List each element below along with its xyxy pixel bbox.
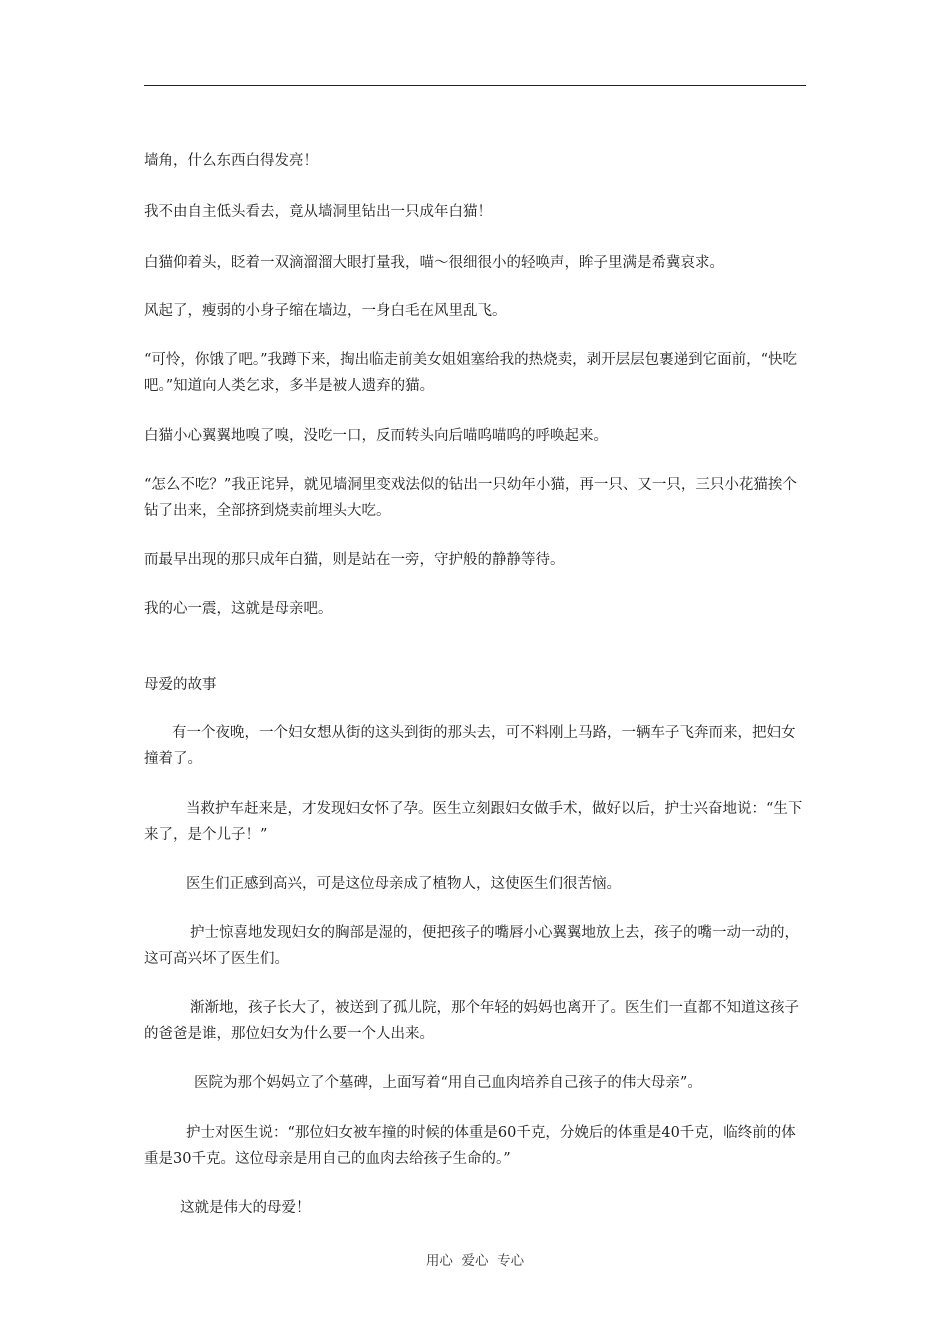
story-title: 母爱的故事 [144,677,217,693]
paragraph-1: 墙角，什么东西白得发亮！ [144,153,318,169]
story-paragraph-4: 护士惊喜地发现妇女的胸部是湿的，便把孩子的嘴唇小心翼翼地放上去，孩子的嘴一动一动的，这可高兴坏了医生们。 [144,925,799,967]
story-paragraph-8: 这就是伟大的母爱！ [180,1200,311,1216]
paragraph-8: 而最早出现的那只成年白猫，则是站在一旁，守护般的静静等待。 [144,552,565,568]
paragraph-5: “可怜，你饿了吧。”我蹲下来，掏出临走前美女姐姐塞给我的热烧卖，剥开层层包裹递到它面前，“快吃吧。”知道向人类乞求，多半是被人遗弃的猫。 [144,352,797,394]
header-rule [144,85,806,86]
paragraph-6: 白猫小心翼翼地嗅了嗅，没吃一口，反而转头向后喵呜喵呜的呼唤起来。 [144,428,608,444]
story-paragraph-6: 医院为那个妈妈立了个墓碑，上面写着“用自己血肉培养自己孩子的伟大母亲”。 [194,1075,702,1091]
story-paragraph-5: 渐渐地，孩子长大了，被送到了孤儿院，那个年轻的妈妈也离开了。医生们一直都不知道这孩子的爸爸是谁，那位妇女为什么要一个人出来。 [144,1000,799,1042]
story-paragraph-2: 当救护车赶来是，才发现妇女怀了孕。医生立刻跟妇女做手术，做好以后，护士兴奋地说：“生下来了，是个儿子！” [144,801,803,843]
paragraph-3: 白猫仰着头，眨着一双滴溜溜大眼打量我，喵～很细很小的轻唤声，眸子里满是希冀哀求。 [144,255,724,271]
paragraph-2: 我不由自主低头看去，竟从墙洞里钻出一只成年白猫！ [144,204,492,220]
paragraph-7: “怎么不吃？”我正诧异，就见墙洞里变戏法似的钻出一只幼年小猫，再一只、又一只，三只小花猫挨个钻了出来，全部挤到烧卖前埋头大吃。 [144,477,797,519]
story-paragraph-1: 有一个夜晚，一个妇女想从街的这头到街的那头去，可不料刚上马路，一辆车子飞奔而来，把妇女撞着了。 [144,725,796,767]
story-paragraph-7: 护士对医生说：“那位妇女被车撞的时候的体重是60千克，分娩后的体重是40千克，临终前的体重是30千克。这位母亲是用自己的血肉去给孩子生命的。” [144,1125,796,1167]
story-paragraph-3: 医生们正感到高兴，可是这位母亲成了植物人，这使医生们很苦恼。 [186,876,621,892]
page-footer: 用心 爱心 专心 [425,1253,525,1269]
paragraph-4: 风起了，瘦弱的小身子缩在墙边，一身白毛在风里乱飞。 [144,303,507,319]
paragraph-9: 我的心一震，这就是母亲吧。 [144,601,333,617]
